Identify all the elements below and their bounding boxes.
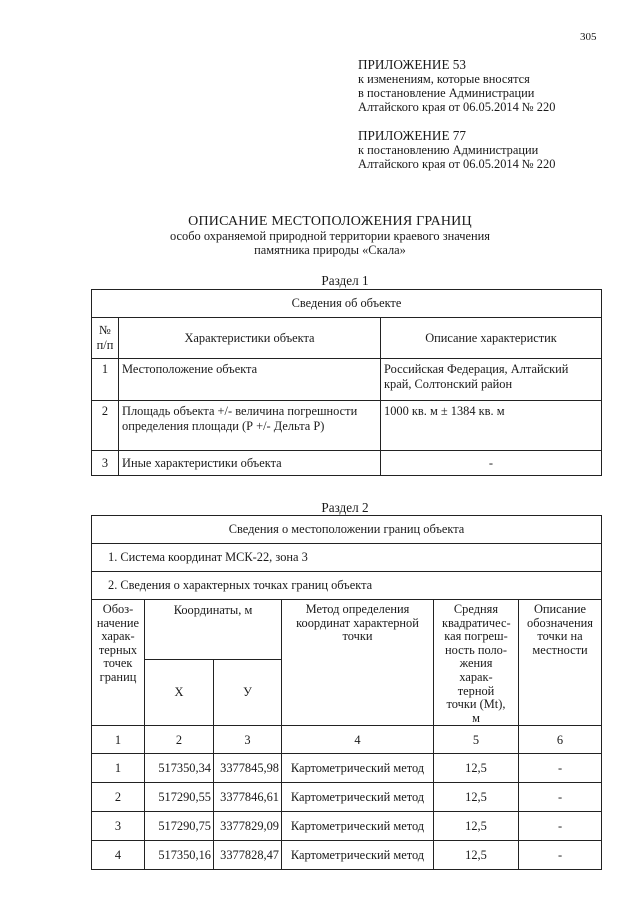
point-description: - — [519, 754, 602, 783]
table-caption-row — [92, 516, 602, 544]
point-x: 517350,34 — [145, 754, 214, 783]
point-accuracy: 12,5 — [434, 841, 519, 870]
column-number: 4 — [282, 726, 434, 754]
header-point-description: Описание обозначения точки на местности — [519, 600, 602, 726]
point-id: 4 — [92, 841, 145, 870]
page-number: 305 — [580, 31, 597, 43]
header-point: Обоз- начение харак- терных точек границ — [92, 600, 145, 726]
coord-system: 1. Система координат МСК-22, зона 3 — [92, 544, 602, 572]
point-id: 1 — [92, 754, 145, 783]
table-row — [92, 812, 602, 841]
point-x: 517290,55 — [145, 783, 214, 812]
point-y: 3377828,47 — [214, 841, 282, 870]
section-2-title: Раздел 2 — [321, 500, 369, 515]
points-caption-row — [92, 572, 602, 600]
appendix-53-title: ПРИЛОЖЕНИЕ 53 — [358, 57, 466, 72]
object-info-table — [91, 289, 602, 476]
coord-system-row — [92, 544, 602, 572]
point-description: - — [519, 841, 602, 870]
table-row — [92, 359, 602, 401]
point-description: - — [519, 812, 602, 841]
row-num: 3 — [92, 451, 119, 476]
points-caption: 2. Сведения о характерных точках границ объекта — [92, 572, 602, 600]
boundary-points-table — [91, 515, 602, 870]
point-accuracy: 12,5 — [434, 754, 519, 783]
header-num: № п/п — [92, 318, 119, 359]
header-accuracy: Средняя квадратичес- кая погреш- ность поло- жения харак- терной точки (Mt), м — [434, 600, 519, 726]
table-caption-row — [92, 290, 602, 318]
row-characteristic: Площадь объекта +/- величина погрешности определения площади (Р +/- Дельта Р) — [119, 401, 381, 451]
row-description: - — [381, 451, 602, 476]
appendix-53-line: Алтайского края от 06.05.2014 № 220 — [358, 100, 556, 114]
header-y: У — [214, 659, 282, 726]
header-x: X — [145, 659, 214, 726]
row-num: 1 — [92, 359, 119, 401]
point-y: 3377846,61 — [214, 783, 282, 812]
row-num: 2 — [92, 401, 119, 451]
header-description: Описание характеристик — [381, 318, 602, 359]
table-row — [92, 783, 602, 812]
header-method: Метод определения координат характерной точки — [282, 600, 434, 726]
header-characteristics: Характеристики объекта — [119, 318, 381, 359]
appendix-77-block — [358, 129, 555, 171]
document-subtitle-2: памятника природы «Скала» — [254, 243, 406, 257]
table-row — [92, 841, 602, 870]
column-numbers-row — [92, 726, 602, 754]
appendix-53-block — [358, 58, 555, 114]
appendix-53-line: в постановление Администрации — [358, 86, 535, 100]
document-subtitle: особо охраняемой природной территории краевого значения — [170, 229, 490, 243]
appendix-53-line: к изменениям, которые вносятся — [358, 72, 530, 86]
column-number: 1 — [92, 726, 145, 754]
appendix-77-title: ПРИЛОЖЕНИЕ 77 — [358, 128, 466, 143]
point-method: Картометрический метод — [282, 783, 434, 812]
row-characteristic: Местоположение объекта — [119, 359, 381, 401]
header-coordinates: Координаты, м — [145, 600, 282, 660]
row-description: 1000 кв. м ± 1384 кв. м — [381, 401, 602, 451]
object-info-caption: Сведения об объекте — [92, 290, 602, 318]
table-row — [92, 401, 602, 451]
boundary-caption: Сведения о местоположении границ объекта — [92, 516, 602, 544]
document-heading — [100, 215, 560, 257]
point-accuracy: 12,5 — [434, 812, 519, 841]
column-number: 6 — [519, 726, 602, 754]
point-method: Картометрический метод — [282, 812, 434, 841]
row-description: Российская Федерация, Алтайский край, Солтонский район — [381, 359, 602, 401]
point-id: 2 — [92, 783, 145, 812]
section-1-title: Раздел 1 — [321, 273, 369, 288]
point-y: 3377845,98 — [214, 754, 282, 783]
point-description: - — [519, 783, 602, 812]
column-number: 5 — [434, 726, 519, 754]
appendix-77-line: Алтайского края от 06.05.2014 № 220 — [358, 157, 556, 171]
column-number: 3 — [214, 726, 282, 754]
point-x: 517350,16 — [145, 841, 214, 870]
point-method: Картометрический метод — [282, 754, 434, 783]
table-header-row — [92, 318, 602, 359]
point-id: 3 — [92, 812, 145, 841]
point-y: 3377829,09 — [214, 812, 282, 841]
table-row — [92, 451, 602, 476]
point-method: Картометрический метод — [282, 841, 434, 870]
row-characteristic: Иные характеристики объекта — [119, 451, 381, 476]
appendix-77-line: к постановлению Администрации — [358, 143, 539, 157]
document-title: ОПИСАНИЕ МЕСТОПОЛОЖЕНИЯ ГРАНИЦ — [188, 214, 472, 229]
point-accuracy: 12,5 — [434, 783, 519, 812]
point-x: 517290,75 — [145, 812, 214, 841]
table-row — [92, 754, 602, 783]
column-number: 2 — [145, 726, 214, 754]
table-header-row — [92, 600, 602, 660]
